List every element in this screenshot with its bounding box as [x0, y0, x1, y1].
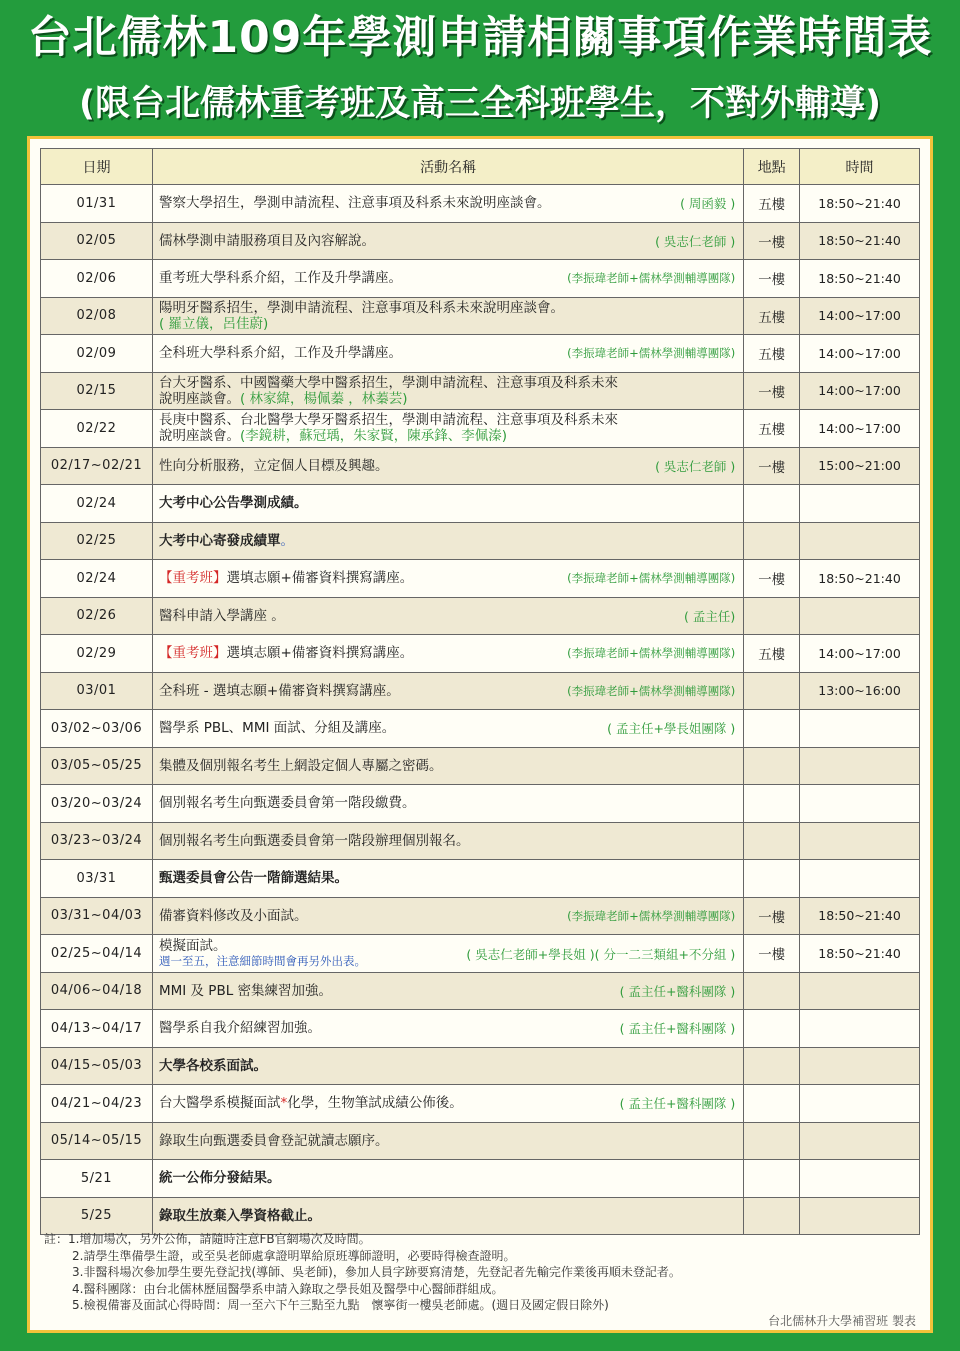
activity-text: 大考中心寄發成績單 — [158, 532, 281, 549]
notes-section — [44, 1231, 924, 1314]
table-row — [41, 335, 920, 373]
speaker-tag: ( 孟主任+醫科團隊 ) — [619, 983, 736, 999]
table-row — [41, 1160, 920, 1198]
table-row — [41, 372, 920, 410]
row-date: 03/05~05/25 — [41, 747, 153, 785]
page-subtitle: (限台北儒林重考班及高三全科班學生，不對外輔導) — [79, 84, 881, 124]
table-row — [41, 485, 920, 523]
activity-text: 選填志願+備審資料撰寫講座。 — [226, 570, 414, 587]
row-activity — [152, 672, 743, 710]
row-date: 02/29 — [41, 635, 153, 673]
row-location — [744, 485, 800, 523]
table-row — [41, 1197, 920, 1235]
speaker-tag: ( 吳志仁老師 ) — [655, 233, 736, 249]
row-location: 一樓 — [744, 935, 800, 973]
row-time — [800, 1122, 920, 1160]
row-activity — [152, 935, 743, 973]
activity-line — [159, 458, 737, 474]
activity-text: 醫學系自我介紹練習加強。 — [158, 1020, 321, 1037]
activity-line — [159, 1058, 737, 1074]
row-time: 18:50~21:40 — [800, 897, 920, 935]
header-date: 日期 — [41, 149, 153, 185]
row-time — [800, 1160, 920, 1198]
row-location: 一樓 — [744, 897, 800, 935]
activity-line — [159, 1133, 737, 1149]
speaker-names: ( 林家緯，楊佩蓁 ，林蓁芸) — [239, 390, 408, 407]
schedule-table — [40, 148, 920, 1235]
row-activity — [152, 710, 743, 748]
row-location: 五樓 — [744, 410, 800, 448]
class-tag: 【重考班】 — [158, 645, 227, 662]
row-date: 05/14~05/15 — [41, 1122, 153, 1160]
row-date: 02/26 — [41, 597, 153, 635]
activity-text: 錄取生放棄入學資格截止。 — [158, 1207, 321, 1224]
activity-text: 陽明牙醫系招生，學測申請流程、注意事項及科系未來說明座談會。 — [158, 299, 564, 316]
activity-suffix: 。 — [280, 532, 294, 549]
row-time — [800, 1047, 920, 1085]
activity-text: 性向分析服務，立定個人目標及興趣。 — [158, 457, 389, 474]
row-activity — [152, 1197, 743, 1235]
activity-note: 週一至五，注意細節時間會再另外出表。 — [158, 954, 366, 969]
row-activity — [152, 1122, 743, 1160]
row-time: 14:00~17:00 — [800, 372, 920, 410]
activity-text: 醫學系 PBL、MMI 面試、分組及講座。 — [158, 720, 396, 737]
activity-text: 警察大學招生，學測申請流程、注意事項及科系未來說明座談會。 — [158, 195, 551, 212]
activity-line — [159, 195, 737, 211]
maker-credit: 台北儒林升大學補習班 製表 — [768, 1314, 916, 1328]
row-activity — [152, 410, 743, 448]
row-date: 5/25 — [41, 1197, 153, 1235]
row-time: 18:50~21:40 — [800, 560, 920, 598]
activity-text: 錄取生向甄選委員會登記就讀志願序。 — [158, 1132, 389, 1149]
table-row — [41, 672, 920, 710]
activity-text-cont: 化學，生物筆試成績公佈後。 — [287, 1095, 463, 1112]
activity-line — [159, 300, 737, 316]
row-location: 五樓 — [744, 297, 800, 335]
row-date: 03/01 — [41, 672, 153, 710]
table-row — [41, 822, 920, 860]
row-date: 02/17~02/21 — [41, 447, 153, 485]
activity-text: 大學各校系面試。 — [158, 1057, 267, 1074]
speaker-tag: ( 吳志仁老師 ) — [655, 458, 736, 474]
activity-text: 台大醫學系模擬面試 — [158, 1095, 281, 1112]
activity-text-cont: 說明座談會。 — [158, 428, 240, 445]
row-time: 18:50~21:40 — [800, 935, 920, 973]
activity-text: 模擬面試。 — [158, 938, 227, 955]
row-activity — [152, 897, 743, 935]
row-location: 一樓 — [744, 447, 800, 485]
speaker-tag: ( 吳志仁老師+學長姐 )( 分一二三類組+不分組 ) — [466, 947, 736, 962]
row-date: 5/21 — [41, 1160, 153, 1198]
row-time: 15:00~21:00 — [800, 447, 920, 485]
row-activity — [152, 372, 743, 410]
activity-text: 全科班 - 選填志願+備審資料撰寫講座。 — [158, 682, 400, 699]
row-time — [800, 785, 920, 823]
row-location: 一樓 — [744, 560, 800, 598]
row-date: 02/05 — [41, 222, 153, 260]
table-row — [41, 560, 920, 598]
row-location — [744, 1085, 800, 1123]
row-location — [744, 1010, 800, 1048]
table-row — [41, 260, 920, 298]
activity-line — [159, 233, 737, 249]
speaker-names: (李鏡耕，蘇冠瑀，朱家賢，陳承鋒、李佩溱) — [239, 428, 507, 445]
row-location — [744, 972, 800, 1010]
row-time — [800, 860, 920, 898]
row-location — [744, 860, 800, 898]
row-date: 01/31 — [41, 185, 153, 223]
row-activity — [152, 1085, 743, 1123]
row-time — [800, 822, 920, 860]
table-row — [41, 522, 920, 560]
row-location — [744, 822, 800, 860]
row-activity — [152, 560, 743, 598]
row-time: 18:50~21:40 — [800, 222, 920, 260]
row-activity — [152, 635, 743, 673]
row-activity — [152, 822, 743, 860]
activity-line-2 — [159, 391, 737, 407]
page-title: 台北儒林109年學測申請相關事項作業時間表 — [27, 12, 933, 63]
activity-line — [159, 608, 737, 624]
row-activity — [152, 185, 743, 223]
row-time — [800, 1010, 920, 1048]
note-1: 註：1.增加場次，另外公佈，請隨時注意FB官網場次及時間。 — [44, 1232, 371, 1246]
row-date: 02/22 — [41, 410, 153, 448]
table-row — [41, 747, 920, 785]
row-time: 14:00~17:00 — [800, 297, 920, 335]
activity-text: 選填志願+備審資料撰寫講座。 — [226, 645, 414, 662]
speaker-tag: ( 孟主任+學長姐團隊 ) — [607, 721, 736, 737]
speaker-tag: ( 孟主任+醫科團隊 ) — [619, 1021, 736, 1037]
activity-line — [159, 375, 737, 391]
row-location — [744, 597, 800, 635]
activity-line — [159, 795, 737, 811]
row-time: 14:00~17:00 — [800, 410, 920, 448]
row-date: 04/06~04/18 — [41, 972, 153, 1010]
row-time — [800, 747, 920, 785]
table-row — [41, 185, 920, 223]
table-row — [41, 1122, 920, 1160]
row-activity — [152, 335, 743, 373]
row-location: 一樓 — [744, 260, 800, 298]
activity-text: 台大牙醫系、中國醫藥大學中醫系招生，學測申請流程、注意事項及科系未來 — [158, 374, 618, 391]
row-location: 五樓 — [744, 185, 800, 223]
row-location — [744, 1047, 800, 1085]
row-location — [744, 522, 800, 560]
row-date: 02/08 — [41, 297, 153, 335]
table-row — [41, 860, 920, 898]
row-time — [800, 522, 920, 560]
row-time — [800, 710, 920, 748]
row-activity — [152, 522, 743, 560]
row-activity — [152, 297, 743, 335]
row-date: 04/13~04/17 — [41, 1010, 153, 1048]
row-activity — [152, 1160, 743, 1198]
row-time: 18:50~21:40 — [800, 185, 920, 223]
row-date: 04/15~05/03 — [41, 1047, 153, 1085]
row-location — [744, 710, 800, 748]
row-activity — [152, 1047, 743, 1085]
speaker-tag: (李振瑋老師+儒林學測輔導團隊) — [567, 646, 736, 661]
row-date: 03/23~03/24 — [41, 822, 153, 860]
row-location: 一樓 — [744, 222, 800, 260]
note-5: 5.檢視備審及面試心得時間：周一至六下午三點至九點 懷寧街一樓吳老師處。(週日及國定假日除外) — [72, 1298, 609, 1312]
activity-text: 備審資料修改及小面試。 — [158, 907, 308, 924]
activity-text: 集體及個別報名考生上網設定個人專屬之密碼。 — [158, 757, 443, 774]
table-row — [41, 935, 920, 973]
activity-text: MMI 及 PBL 密集練習加強。 — [158, 982, 333, 999]
row-date: 02/24 — [41, 560, 153, 598]
activity-line — [159, 1170, 737, 1186]
row-activity — [152, 860, 743, 898]
row-time — [800, 597, 920, 635]
table-header-row — [41, 149, 920, 185]
speaker-tag: ( 孟主任) — [684, 608, 736, 624]
activity-line-2 — [159, 316, 737, 332]
row-location — [744, 747, 800, 785]
table-row — [41, 447, 920, 485]
activity-line — [159, 533, 737, 549]
header-activity: 活動名稱 — [152, 149, 743, 185]
speaker-tag: (李振瑋老師+儒林學測輔導團隊) — [567, 908, 736, 923]
row-activity — [152, 785, 743, 823]
table-row — [41, 972, 920, 1010]
speaker-tag: (李振瑋老師+儒林學測輔導團隊) — [567, 271, 736, 286]
row-time: 13:00~16:00 — [800, 672, 920, 710]
class-tag: 【重考班】 — [158, 570, 227, 587]
activity-text: 醫科申請入學講座 。 — [158, 607, 285, 624]
row-time: 14:00~17:00 — [800, 335, 920, 373]
speaker-tag: (李振瑋老師+儒林學測輔導團隊) — [567, 683, 736, 698]
row-time — [800, 485, 920, 523]
row-time — [800, 1197, 920, 1235]
row-time: 14:00~17:00 — [800, 635, 920, 673]
row-activity — [152, 747, 743, 785]
activity-text: 統一公佈分發結果。 — [158, 1170, 281, 1187]
activity-line — [159, 495, 737, 511]
row-activity — [152, 447, 743, 485]
table-row — [41, 635, 920, 673]
note-2: 2.請學生準備學生證，或至吳老師處拿證明單給原班導師證明，必要時得檢查證明。 — [72, 1248, 516, 1263]
activity-text: 大考中心公告學測成績。 — [158, 495, 308, 512]
table-row — [41, 297, 920, 335]
row-location: 一樓 — [744, 372, 800, 410]
activity-text: 個別報名考生向甄選委員會第一階段繳費。 — [158, 795, 416, 812]
table-row — [41, 410, 920, 448]
row-location: 五樓 — [744, 335, 800, 373]
row-location: 五樓 — [744, 635, 800, 673]
row-date: 02/06 — [41, 260, 153, 298]
activity-text: 長庚中醫系、台北醫學大學牙醫系招生，學測申請流程、注意事項及科系未來 — [158, 412, 618, 429]
activity-line-2 — [159, 428, 737, 444]
activity-line — [159, 1208, 737, 1224]
speaker-tag: ( 周函毅 ) — [680, 196, 736, 212]
row-time — [800, 972, 920, 1010]
row-activity — [152, 972, 743, 1010]
speaker-tag: (李振瑋老師+儒林學測輔導團隊) — [567, 571, 736, 586]
row-time: 18:50~21:40 — [800, 260, 920, 298]
row-activity — [152, 222, 743, 260]
asterisk-mark: * — [280, 1095, 288, 1112]
activity-text: 重考班大學科系介紹，工作及升學講座。 — [158, 270, 402, 287]
table-row — [41, 710, 920, 748]
speaker-tag: (李振瑋老師+儒林學測輔導團隊) — [567, 346, 736, 361]
table-row — [41, 785, 920, 823]
row-date: 03/31 — [41, 860, 153, 898]
activity-line — [159, 412, 737, 428]
schedule-sheet — [27, 136, 933, 1333]
speaker-names: ( 羅立儀，呂佳蔚) — [158, 315, 269, 332]
table-row — [41, 1085, 920, 1123]
row-date: 02/25~04/14 — [41, 935, 153, 973]
row-activity — [152, 485, 743, 523]
row-location — [744, 1122, 800, 1160]
activity-line — [159, 870, 737, 886]
row-date: 03/20~03/24 — [41, 785, 153, 823]
table-body — [41, 185, 920, 1235]
table-row — [41, 1047, 920, 1085]
activity-line — [159, 833, 737, 849]
row-date: 02/24 — [41, 485, 153, 523]
speaker-tag: ( 孟主任+醫科團隊 ) — [619, 1096, 736, 1112]
activity-text: 甄選委員會公告一階篩選結果。 — [158, 870, 348, 887]
row-location — [744, 1197, 800, 1235]
header-time: 時間 — [800, 149, 920, 185]
row-date: 02/25 — [41, 522, 153, 560]
row-date: 03/31~04/03 — [41, 897, 153, 935]
note-4: 4.醫科團隊：由台北儒林歷屆醫學系申請入錄取之學長姐及醫學中心醫師群組成。 — [72, 1281, 504, 1296]
row-location — [744, 785, 800, 823]
table-row — [41, 597, 920, 635]
activity-text-cont: 說明座談會。 — [158, 390, 240, 407]
row-activity — [152, 1010, 743, 1048]
row-location — [744, 1160, 800, 1198]
row-date: 03/02~03/06 — [41, 710, 153, 748]
table-row — [41, 1010, 920, 1048]
activity-text: 儒林學測申請服務項目及內容解說。 — [158, 232, 375, 249]
row-activity — [152, 597, 743, 635]
row-activity — [152, 260, 743, 298]
activity-line — [159, 758, 737, 774]
row-date: 02/09 — [41, 335, 153, 373]
note-3: 3.非醫科場次參加學生要先登記找(導師、吳老師)，參加人員字跡要寫清楚，先登記者先輸完作業後再順未登記者。 — [72, 1265, 681, 1279]
table-row — [41, 222, 920, 260]
activity-text: 個別報名考生向甄選委員會第一階段辦理個別報名。 — [158, 832, 470, 849]
row-date: 02/15 — [41, 372, 153, 410]
row-date: 04/21~04/23 — [41, 1085, 153, 1123]
table-row — [41, 897, 920, 935]
activity-text: 全科班大學科系介紹，工作及升學講座。 — [158, 345, 402, 362]
header-location: 地點 — [744, 149, 800, 185]
row-location — [744, 672, 800, 710]
row-time — [800, 1085, 920, 1123]
